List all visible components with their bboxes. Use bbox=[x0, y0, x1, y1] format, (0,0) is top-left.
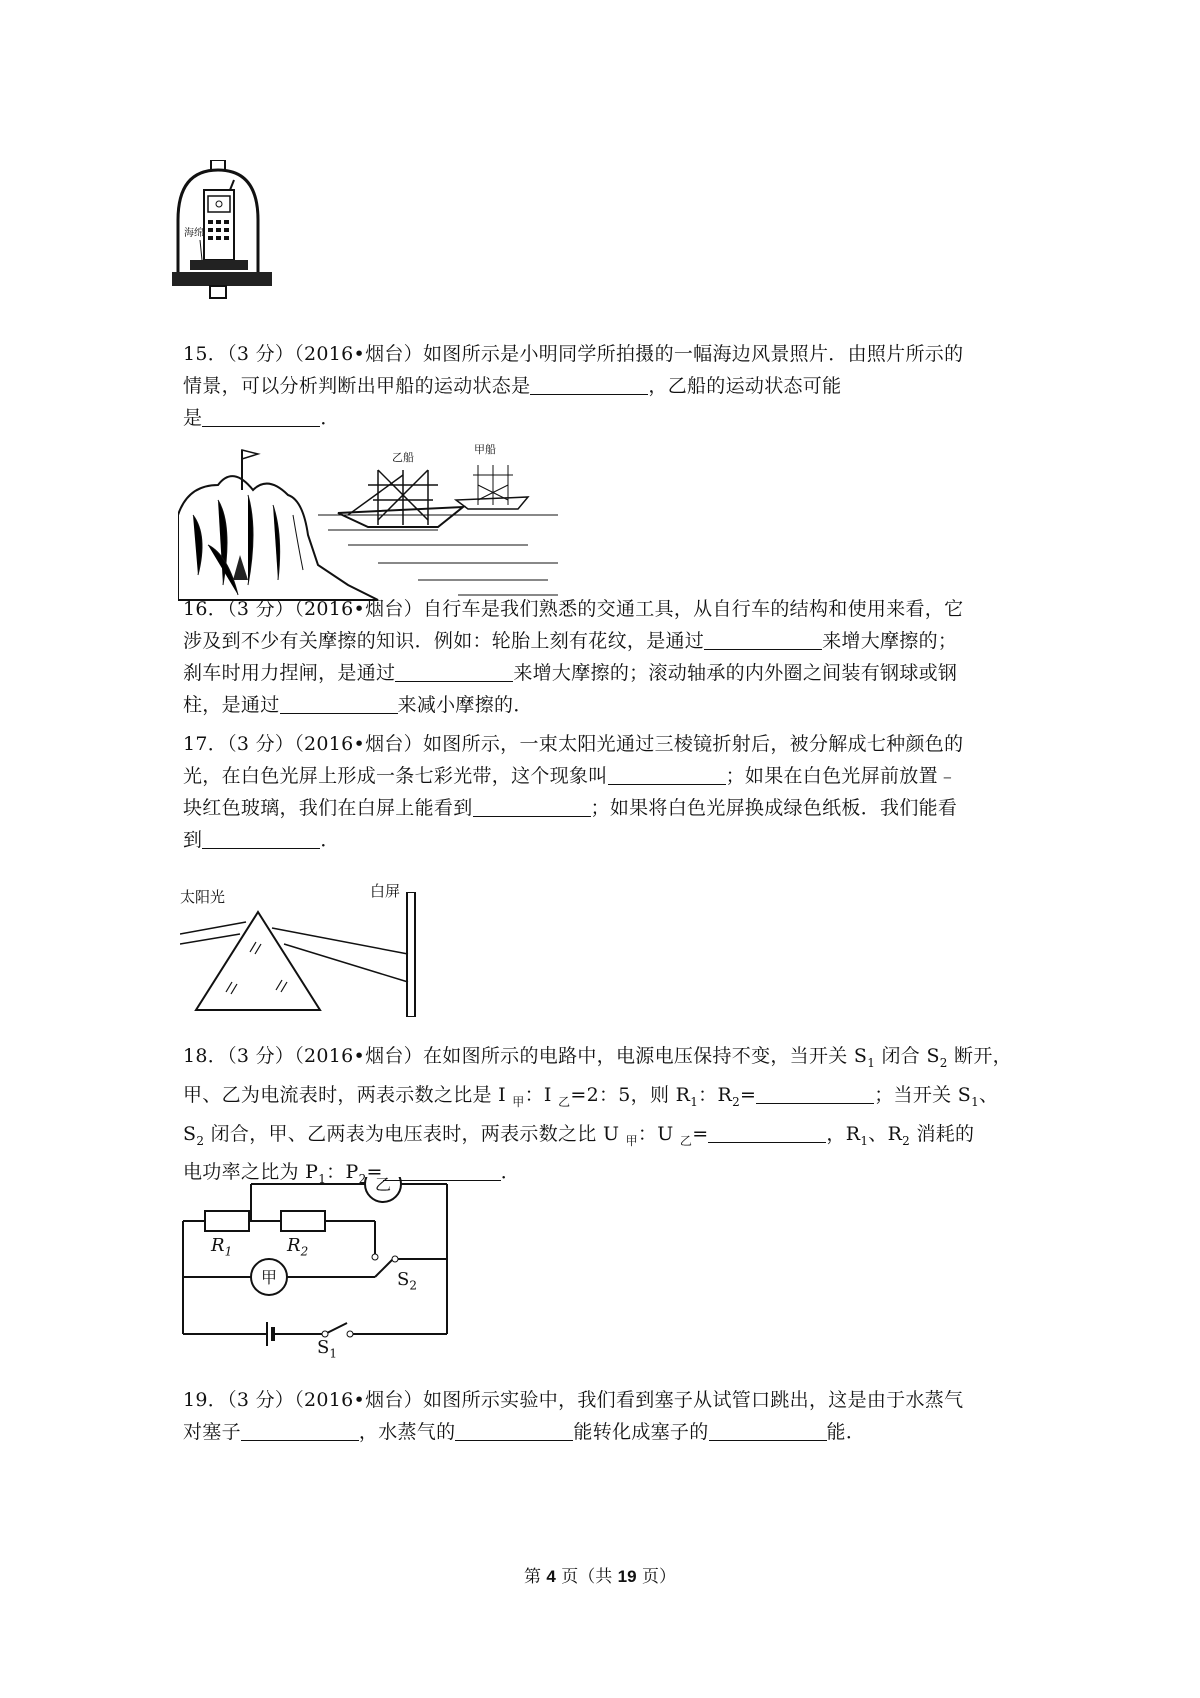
question-16-line-4: 柱，是通过 来减小摩擦的． bbox=[183, 694, 533, 716]
question-15-line-3: 是 ． bbox=[183, 407, 340, 429]
answer-blank[interactable] bbox=[280, 693, 398, 714]
r1-label: $R_1$ bbox=[211, 1235, 233, 1259]
answer-blank[interactable] bbox=[241, 1420, 359, 1441]
sponge-label: 海绵 bbox=[184, 228, 204, 239]
ship-a-label: 甲船 bbox=[474, 443, 496, 456]
answer-blank[interactable] bbox=[709, 1420, 827, 1441]
question-15-line-2: 情景，可以分析判断出甲船的运动状态是 ，乙船的运动状态可能 bbox=[183, 375, 842, 397]
bell-jar-figure bbox=[170, 160, 290, 302]
question-18-line-1: 18．（3 分）（2016•烟台）在如图所示的电路中，电源电压保持不变，当开关 $S_1$ 闭合 $S_2$ 断开， bbox=[183, 1045, 1012, 1070]
ammeter-b-label: 乙 bbox=[375, 1175, 392, 1194]
question-17-line-4: 到 ． bbox=[183, 829, 340, 851]
seascape-figure bbox=[178, 445, 558, 605]
answer-blank[interactable] bbox=[708, 1122, 826, 1143]
question-17-line-1: 17．（3 分）（2016•烟台）如图所示，一束太阳光通过三棱镜折射后，被分解成七种颜色的 bbox=[183, 733, 964, 755]
question-19-line-2: 对塞子 ，水蒸气的 能转化成塞子的 能． bbox=[183, 1421, 866, 1443]
s2-label: $S_2$ bbox=[397, 1269, 417, 1293]
page-number: 4 bbox=[546, 1567, 556, 1586]
question-17-line-3: 块红色玻璃，我们在白屏上能看到 ；如果将白色光屏换成绿色纸板．我们能看 bbox=[183, 797, 958, 819]
screen-label: 白屏 bbox=[370, 882, 401, 900]
question-19-line-1: 19．（3 分）（2016•烟台）如图所示实验中，我们看到塞子从试管口跳出，这是由于水蒸气 bbox=[183, 1389, 964, 1411]
page-footer: 第 4 页（共 19 页） bbox=[523, 1567, 676, 1587]
question-16-line-3: 刹车时用力捏闸，是通过 来增大摩擦的；滚动轴承的内外圈之间装有钢球或钢 bbox=[183, 662, 958, 684]
answer-blank[interactable] bbox=[202, 828, 320, 849]
question-17 bbox=[183, 728, 1033, 856]
answer-blank[interactable] bbox=[756, 1083, 874, 1104]
s1-label: $S_1$ bbox=[317, 1337, 337, 1361]
question-18 bbox=[183, 1040, 1033, 1195]
answer-blank[interactable] bbox=[704, 629, 822, 650]
question-18-line-4: 电功率之比为 $P_1$：$P_2=$ ． bbox=[183, 1161, 521, 1187]
question-19 bbox=[183, 1384, 1033, 1448]
answer-blank[interactable] bbox=[455, 1420, 573, 1441]
question-17-line-2: 光，在白色光屏上形成一条七彩光带，这个现象叫 ；如果在白色光屏前放置﹣ bbox=[183, 765, 958, 787]
question-15-line-1: 15．（3 分）（2016•烟台）如图所示是小明同学所拍摄的一幅海边风景照片．由照片所示的 bbox=[183, 343, 964, 365]
answer-blank[interactable] bbox=[395, 661, 513, 682]
question-16-line-1: 16．（3 分）（2016•烟台）自行车是我们熟悉的交通工具，从自行车的结构和使用来看，它 bbox=[183, 598, 964, 620]
question-18-line-2: 甲、乙为电流表时，两表示数之比是 I $_甲$：I $_乙$=2：5，则 $R_1$：$R_2=$ ；当开关 $S_1$、 bbox=[183, 1083, 999, 1109]
answer-blank[interactable] bbox=[608, 764, 726, 785]
answer-blank[interactable] bbox=[202, 406, 320, 427]
ammeter-a-label: 甲 bbox=[261, 1268, 278, 1287]
question-16 bbox=[183, 593, 1033, 721]
sunlight-label: 太阳光 bbox=[180, 888, 226, 906]
r2-label: $R_2$ bbox=[287, 1235, 309, 1259]
circuit-figure bbox=[175, 1175, 455, 1361]
question-15 bbox=[183, 338, 1033, 434]
answer-blank[interactable] bbox=[530, 374, 648, 395]
question-18-line-3: $S_2$ 闭合，甲、乙两表为电压表时，两表示数之比 U $_甲$：U $_乙$= ，$R_1$、$R_2$ 消耗的 bbox=[183, 1122, 975, 1148]
answer-blank[interactable] bbox=[473, 796, 591, 817]
page-total: 19 bbox=[617, 1567, 637, 1586]
prism-figure bbox=[180, 882, 420, 1017]
ship-b-label: 乙船 bbox=[392, 451, 414, 464]
question-16-line-2: 涉及到不少有关摩擦的知识．例如：轮胎上刻有花纹，是通过 来增大摩擦的； bbox=[183, 630, 958, 652]
